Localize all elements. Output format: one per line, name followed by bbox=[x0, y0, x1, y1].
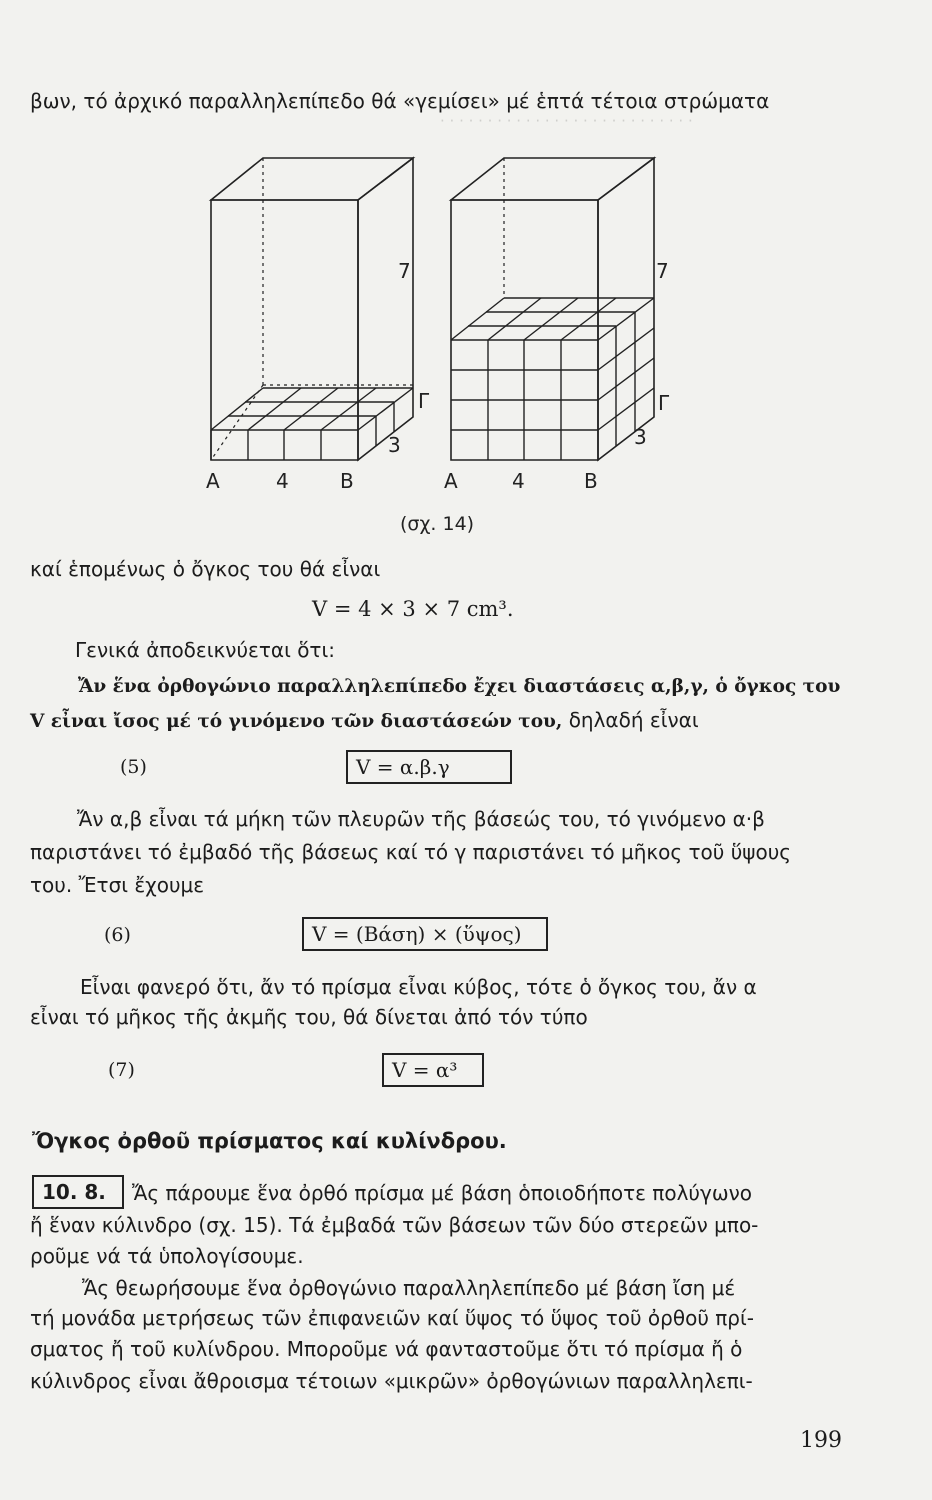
paragraph-line-2: παριστάνει τό ἐμβαδό τῆς βάσεως καί τό γ παριστάνει τό μῆκος τοῦ ὕψους bbox=[30, 840, 792, 864]
right-box-outline bbox=[451, 158, 654, 460]
left-box-outline bbox=[211, 158, 413, 460]
right-box-layers bbox=[451, 298, 654, 460]
page-number: 199 bbox=[800, 1428, 842, 1453]
section-line-3: ροῦμε νά τά ὑπολογίσουμε. bbox=[30, 1244, 304, 1268]
right-vertex-a: Α bbox=[444, 469, 458, 493]
equation-7-number: (7) bbox=[108, 1059, 135, 1081]
text-line-1: βων, τό ἀρχικό παραλληλεπίπεδο θά «γεμίσει» μέ ἑπτά τέτοια στρώματα bbox=[30, 89, 770, 113]
theorem-line-2-bold: V εἶναι ἴσος μέ τό γινόμενο τῶν διαστάσεών του, bbox=[30, 711, 563, 732]
section-line-2: ἤ ἕναν κύλινδρο (σχ. 15). Τά ἐμβαδά τῶν βάσεων τῶν δύο στερεῶν μπο- bbox=[30, 1213, 759, 1237]
theorem-line-2 bbox=[30, 707, 699, 735]
volume-equation: V = 4 × 3 × 7 cm³. bbox=[312, 597, 514, 621]
left-vertex-g: Γ bbox=[418, 389, 430, 413]
left-height-label: 7 bbox=[398, 259, 411, 283]
section-heading: Ὄγκος ὀρθοῦ πρίσματος καί κυλίνδρου. bbox=[32, 1129, 507, 1153]
right-vertex-b: Β bbox=[584, 469, 598, 493]
section-line-7: κύλινδρος εἶναι ἄθροισμα τέτοιων «μικρῶν» ὀρθογώνιων παραλληλεπι- bbox=[30, 1369, 753, 1393]
left-vertex-b: Β bbox=[340, 469, 354, 493]
paragraph-line-3: του. Ἔτσι ἔχουμε bbox=[30, 873, 205, 897]
theorem-line-2-tail: δηλαδή εἶναι bbox=[568, 708, 699, 732]
paragraph-line-1: Ἄν α,β εἶναι τά μήκη τῶν πλευρῶν τῆς βάσεώς του, τό γινόμενο α·β bbox=[77, 807, 765, 831]
paragraph-line-4: Εἶναι φανερό ὅτι, ἄν τό πρίσμα εἶναι κύβος, τότε ὁ ὄγκος του, ἄν α bbox=[80, 975, 757, 999]
right-width-label: 4 bbox=[512, 469, 525, 493]
theorem-line-1: Ἄν ἕνα ὀρθογώνιο παραλληλεπίπεδο ἔχει διαστάσεις α,β,γ, ὁ ὄγκος του bbox=[78, 676, 841, 697]
section-line-5: τή μονάδα μετρήσεως τῶν ἐπιφανειῶν καί ὕψος τό ὕψος τοῦ ὀρθοῦ πρί- bbox=[30, 1306, 754, 1330]
general-statement: Γενικά ἀποδεικνύεται ὅτι: bbox=[75, 638, 335, 662]
equation-6-box: V = (Βάση) × (ὕψος) bbox=[302, 917, 548, 951]
equation-6-number: (6) bbox=[104, 924, 131, 946]
right-height-label: 7 bbox=[656, 259, 669, 283]
section-line-1: Ἄς πάρουμε ἕνα ὀρθό πρίσμα μέ βάση ὁποιοδήποτε πολύγωνο bbox=[132, 1181, 752, 1205]
bleed-through-text: · · · · · · · · · · · · · · · · · · · · · · · · · · · bbox=[440, 112, 693, 130]
equation-7-box: V = α³ bbox=[382, 1053, 484, 1087]
text-line-2: καί ἑπομένως ὁ ὄγκος του θά εἶναι bbox=[30, 557, 381, 581]
figure-caption: (σχ. 14) bbox=[400, 513, 475, 535]
right-vertex-g: Γ bbox=[658, 391, 670, 415]
left-vertex-a: Α bbox=[206, 469, 220, 493]
right-depth-label: 3 bbox=[634, 425, 647, 449]
equation-5-box: V = α.β.γ bbox=[346, 750, 512, 784]
equation-5-number: (5) bbox=[120, 756, 147, 778]
left-width-label: 4 bbox=[276, 469, 289, 493]
left-box-hidden-edges bbox=[211, 158, 413, 460]
figure-14 bbox=[0, 0, 932, 560]
section-line-6: σματος ἤ τοῦ κυλίνδρου. Μποροῦμε νά φανταστοῦμε ὅτι τό πρίσμα ἤ ὁ bbox=[30, 1337, 743, 1361]
left-depth-label: 3 bbox=[388, 433, 401, 457]
section-number-box: 10. 8. bbox=[32, 1175, 124, 1209]
section-line-4: Ἄς θεωρήσουμε ἕνα ὀρθογώνιο παραλληλεπίπεδο μέ βάση ἴση μέ bbox=[82, 1276, 736, 1300]
left-box-layer bbox=[211, 388, 413, 460]
paragraph-line-5: εἶναι τό μῆκος τῆς ἀκμῆς του, θά δίνεται ἀπό τόν τύπο bbox=[30, 1005, 588, 1029]
